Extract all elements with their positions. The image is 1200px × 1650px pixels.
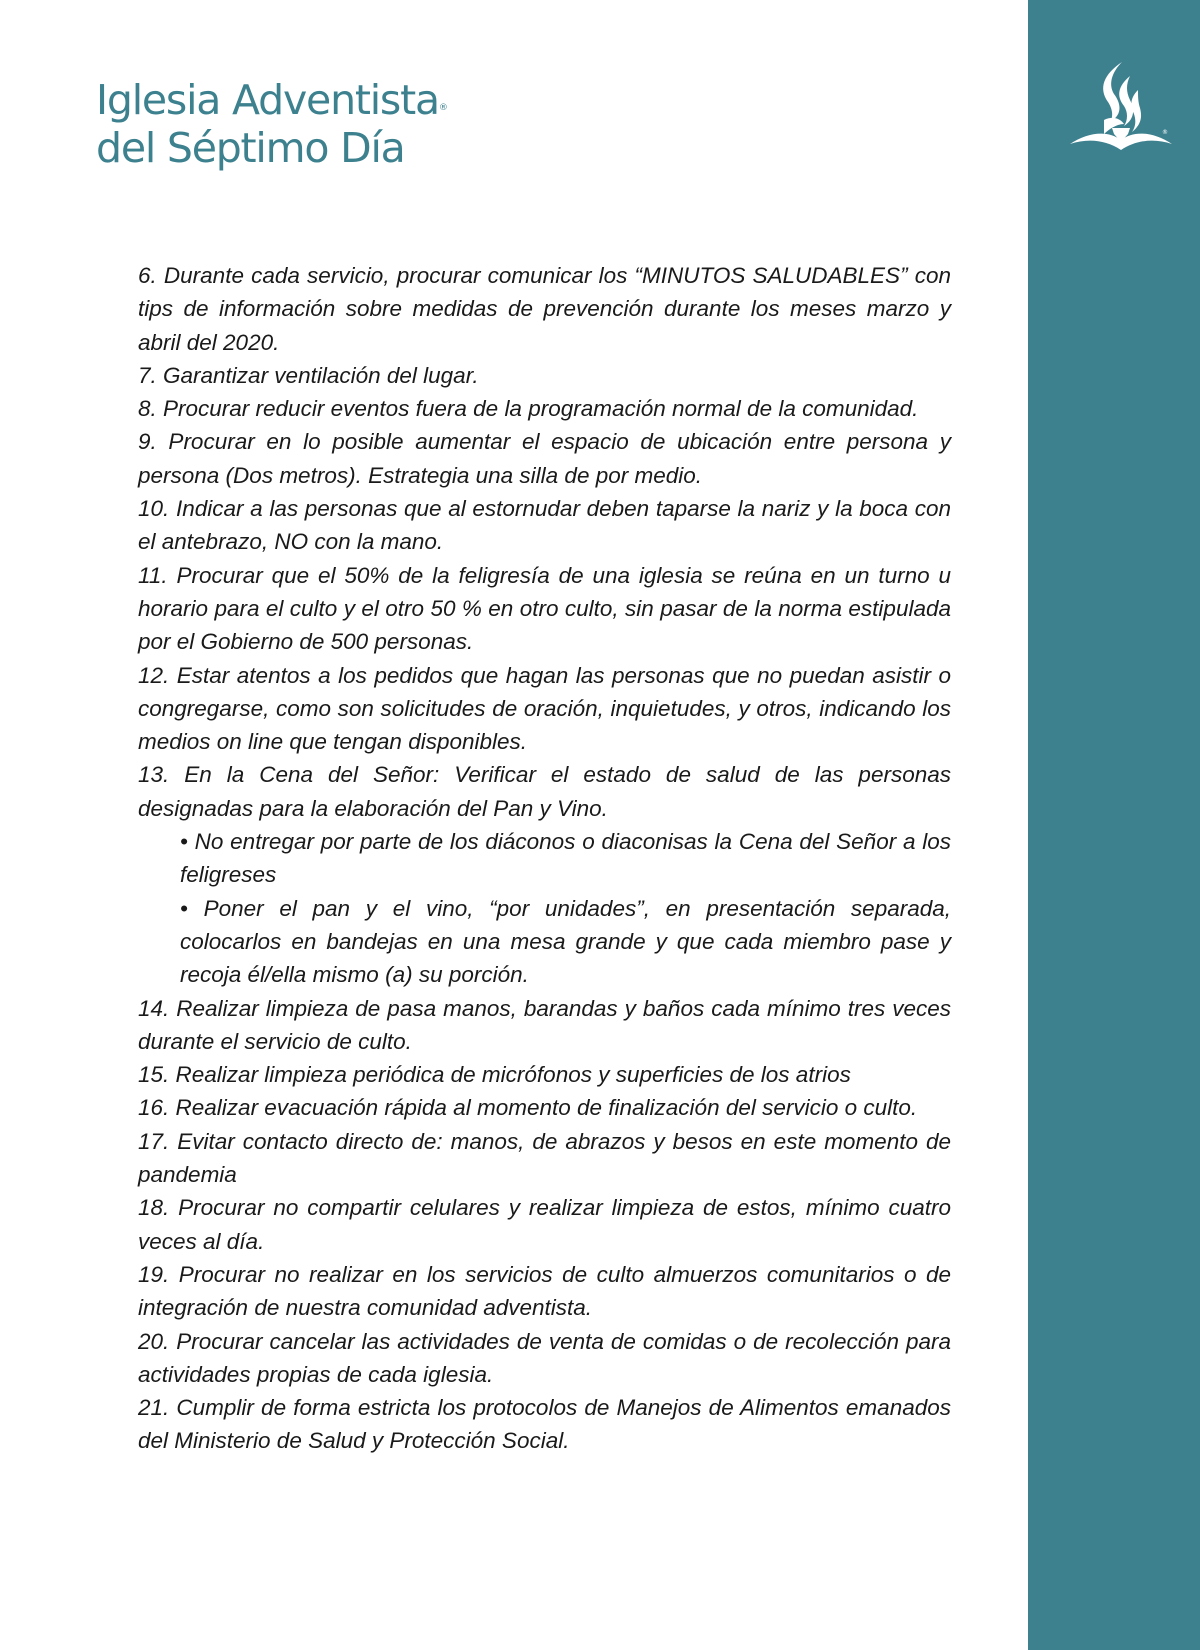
brand-line-1 [96, 76, 448, 124]
adventist-flame-bible-icon [1068, 58, 1174, 156]
list-item: 16. Realizar evacuación rápida al momento de finalización del servicio o culto. [138, 1095, 918, 1121]
list-item: 8. Procurar reducir eventos fuera de la programación normal de la comunidad. [138, 396, 919, 422]
list-item: 15. Realizar limpieza periódica de micrófonos y superficies de los atrios [138, 1062, 851, 1088]
sidebar-band [1028, 0, 1200, 1650]
list-item: 11. Procurar que el 50% de la feligresía de una iglesia se reúna en un turno u horario para el culto y el otro 50 % en otro culto, sin pasar de la norma estipulada por el Gobierno de 500 personas. [138, 562, 951, 655]
brand-logotype [96, 76, 448, 172]
list-item: 9. Procurar en lo posible aumentar el espacio de ubicación entre persona y persona (Dos metros). Estrategia una silla de por medio. [138, 429, 951, 488]
list-item: 18. Procurar no compartir celulares y realizar limpieza de estos, mínimo cuatro veces al día. [138, 1195, 951, 1254]
brand-name: Iglesia Adventista [96, 76, 439, 124]
brand-line-2: del Séptimo Día [96, 124, 405, 172]
protocol-list [138, 259, 951, 1458]
list-item: 17. Evitar contacto directo de: manos, de abrazos y besos en este momento de pandemia [138, 1128, 951, 1188]
sub-bullet: • Poner el pan y el vino, “por unidades”, en presentación separada, colocarlos en bandejas en una mesa grande y que cada miembro pase y recoja él/ella mismo (a) su porción. [180, 895, 951, 988]
list-item: 7. Garantizar ventilación del lugar. [138, 362, 479, 388]
list-item: 21. Cumplir de forma estricta los protocolos de Manejos de Alimentos emanados del Ministerio de Salud y Protección Social. [138, 1395, 951, 1454]
list-item: 10. Indicar a las personas que al estornudar deben taparse la nariz y la boca con el antebrazo, NO con la mano. [138, 496, 951, 555]
list-item: 6. Durante cada servicio, procurar comunicar los “MINUTOS SALUDABLES” con tips de información sobre medidas de prevención durante los meses marzo y abril del 2020. [138, 263, 951, 355]
list-item: 20. Procurar cancelar las actividades de venta de comidas o de recolección para actividades propias de cada iglesia. [138, 1328, 951, 1387]
list-item: 12. Estar atentos a los pedidos que hagan las personas que no puedan asistir o congregarse, como son solicitudes de oración, inquietudes, y otros, indicando los medios on line que tengan disponibles. [138, 662, 951, 755]
registered-mark: ® [438, 103, 448, 113]
list-item: 13. En la Cena del Señor: Verificar el estado de salud de las personas designadas para la elaboración del Pan y Vino. [138, 762, 951, 821]
list-item: 19. Procurar no realizar en los servicios de culto almuerzos comunitarios o de integración de nuestra comunidad adventista. [138, 1261, 951, 1321]
svg-text:®: ® [1162, 129, 1168, 136]
list-item: 14. Realizar limpieza de pasa manos, barandas y baños cada mínimo tres veces durante el servicio de culto. [138, 995, 951, 1054]
sub-bullet: • No entregar por parte de los diáconos o diaconisas la Cena del Señor a los feligreses [180, 829, 951, 888]
